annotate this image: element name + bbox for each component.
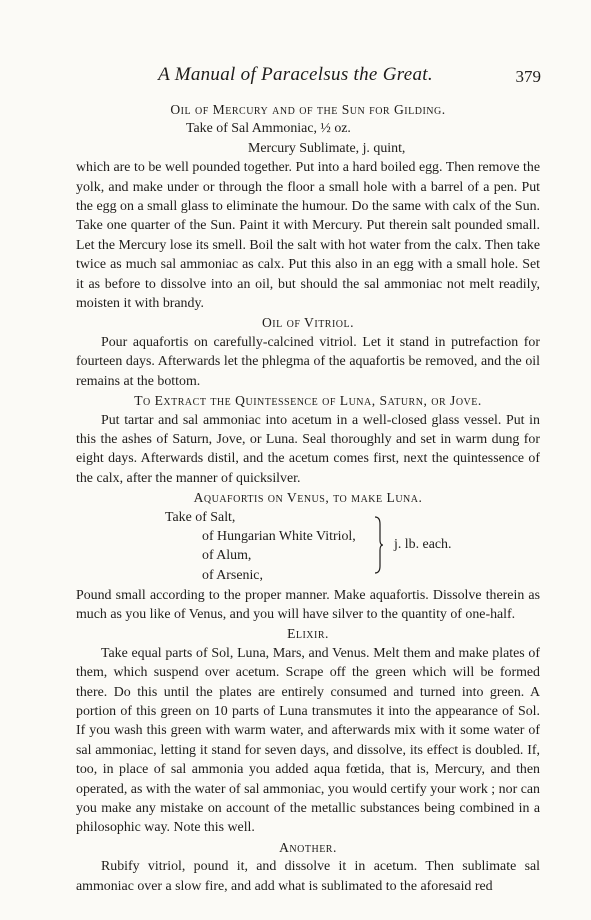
section-heading-quintessence: To Extract the Quintessence of Luna, Saturn, or Jove. bbox=[134, 393, 482, 409]
recipe-take-line-2: Mercury Sublimate, j. quint, bbox=[248, 140, 406, 156]
page-header bbox=[0, 64, 591, 94]
ingredient-list bbox=[76, 508, 540, 586]
running-title: A Manual of Paracelsus the Great. bbox=[158, 64, 433, 85]
section-heading-vitriol: Oil of Vitriol. bbox=[261, 315, 355, 331]
page-number: 379 bbox=[515, 67, 541, 86]
ingredient-quantity: j. lb. each. bbox=[394, 536, 452, 552]
section-heading-elixir: Elixir. bbox=[287, 626, 329, 642]
paragraph-mercury: which are to be well pounded together. Put into a hard boiled egg. Then remove the yolk, and make under or through the floor a small hole with a barrel of a pen. Put the egg on a small glass to eliminate the humour. Do the same with calx of the Sun. Take one quarter of the Sun. Paint it with Mercury. Put therein salt pounded small. Let the Mercury lose its smell. Boil the salt with hot water from the calx. Then take twice as much sal ammoniac as calx. Put this also in an egg with a small hole. Set it as before to dissolve into an oil, but should the sal ammoniac not melt readily, moisten it with brandy. bbox=[76, 160, 540, 312]
paragraph-aquafortis: Pound small according to the proper manner. Make aquafortis. Dissolve therein as much as you like of Venus, and you will have silver to the quantity of one-half. bbox=[76, 587, 540, 622]
section-heading-aquafortis: Aquafortis on Venus, to make Luna. bbox=[193, 490, 423, 506]
recipe-take-line: Take of Sal Ammoniac, ½ oz. bbox=[186, 121, 351, 137]
brace-icon bbox=[374, 516, 384, 574]
paragraph-another: Rubify vitriol, pound it, and dissolve it in acetum. Then sublimate sal ammoniac over a slow fire, and add what is sublimated to the aforesaid red bbox=[76, 859, 540, 894]
body-text bbox=[76, 100, 540, 896]
paragraph-elixir: Take equal parts of Sol, Luna, Mars, and Venus. Melt them and make plates of them, which suspend over acetum. Scrape off the green which will be formed there. Do this until the plates are entirely consumed and turned into green. A portion of this green on 10 parts of Luna transmutes it into the appearance of Sol. If you wash this green with warm water, and afterwards mix with it some water of sal ammoniac, letting it stand for seven days, and dissolve, its effect is doubled. If, too, in place of sal ammonia you added aqua fœtida, that is, Mercury, and then operated, as with the water of sal ammoniac, you would certify your work ; nor can you make any mistake on account of the metallic substances being combined in a philosophic way. Note this well. bbox=[76, 645, 540, 836]
paragraph-vitriol: Pour aquafortis on carefully-calcined vitriol. Let it stand in putrefaction for fourteen days. Afterwards let the phlegma of the aquafortis be removed, and the oil remains at the bottom. bbox=[76, 334, 540, 389]
section-heading-another: Another. bbox=[279, 839, 337, 855]
ingredient-item: of Arsenic, bbox=[202, 567, 263, 583]
ingredient-item: of Alum, bbox=[202, 548, 252, 564]
paragraph-quintessence: Put tartar and sal ammoniac into acetum in a well-closed glass vessel. Put in this the ashes of Saturn, Jove, or Luna. Seal thoroughly and set in warm dung for eight days. Afterwards distil, and the acetum comes first, next the quintessence of the calx, after the manner of quicksilver. bbox=[76, 412, 540, 486]
section-heading-mercury: Oil of Mercury and of the Sun for Gilding. bbox=[170, 102, 446, 117]
ingredient-item: of Hungarian White Vitriol, bbox=[202, 528, 356, 544]
ingredient-item: Take of Salt, bbox=[165, 509, 236, 525]
